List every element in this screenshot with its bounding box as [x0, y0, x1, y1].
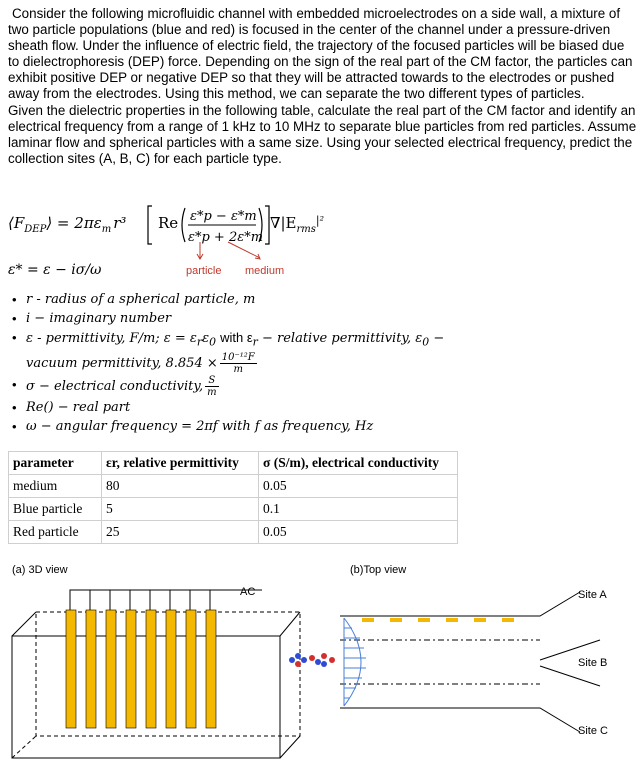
- variable-definitions: [12, 290, 452, 436]
- electrode: [418, 618, 430, 622]
- caption-3d-view: (a) 3D view: [12, 564, 68, 576]
- formula-annotation-arrows: [160, 240, 310, 272]
- site-c-label: Site C: [578, 725, 608, 737]
- electrode: [66, 610, 76, 728]
- electrode: [446, 618, 458, 622]
- table-cell: medium: [9, 475, 102, 498]
- intro-paragraph-1: Consider the following microfluidic channel with embedded microelectrodes on a side wall, a mixture of two particle populations (blue and red) is focused in the center of the channel under a pressure-driven sheath flow. Under the influence of electric field, the trajectory of the focused particles will be biased due to dielectrophoresis (DEP) force. Depending on the sign of the real part of the CM factor, the particles can exhibit positive DEP or negative DEP so that they will be attracted towards to the electrodes or pushed away from the electrodes. Using this method, we can separate the two different types of particles.: [8, 6, 633, 102]
- table-cell: Blue particle: [9, 498, 102, 521]
- table-cell: 0.05: [259, 521, 458, 544]
- red-particle: [329, 657, 335, 663]
- medium-label: medium: [245, 265, 285, 277]
- electrode: [390, 618, 402, 622]
- blue-particle: [289, 657, 295, 663]
- list-item: • r - radius of a spherical particle, m: [12, 292, 256, 307]
- table-header: εr, relative permittivity: [102, 452, 259, 475]
- intro-paragraph-2: Given the dielectric properties in the following table, calculate the real part of the CM factor and identify an electrical frequency from a range of 1 kHz to 10 MHz to separate blue particles from red particles. Assume laminar flow and spherical particles with a same size. Using your selected electrical frequency, predict the collection sites (A, B, C) for each particle type.: [8, 102, 637, 166]
- table-cell: 25: [102, 521, 259, 544]
- particle-label: particle: [186, 265, 222, 277]
- electrode: [146, 610, 156, 728]
- blue-particle: [321, 661, 327, 667]
- electrode: [126, 610, 136, 728]
- particle-cluster: [289, 653, 335, 667]
- table-cell: 0.05: [259, 475, 458, 498]
- red-particle: [321, 653, 327, 659]
- list-item: • σ − electrical conductivity, $\frac{S}{m}$: [12, 374, 217, 398]
- blue-particle: [301, 657, 307, 663]
- electrode: [474, 618, 486, 622]
- table-cell: 5: [102, 498, 259, 521]
- ac-label: AC: [240, 586, 256, 598]
- list-item: • i − imaginary number: [12, 311, 172, 326]
- electrode: [166, 610, 176, 728]
- table-header: σ (S/m), electrical conductivity: [259, 452, 458, 475]
- complex-permittivity-definition: ε* = ε − iσ/ω: [8, 262, 102, 278]
- parameter-table: [8, 451, 458, 544]
- formula-numerator: ε*p − ε*m: [190, 209, 257, 224]
- list-item: • ω − angular frequency = 2πf with f as frequency, Hz: [12, 418, 374, 434]
- list-item: vacuum permittivity, 8.854 × $\frac{\text{10⁻¹²F}}{m}$: [26, 351, 255, 375]
- site-a-label: Site A: [578, 589, 607, 601]
- electrode: [362, 618, 374, 622]
- formula-gradient: $\nabla|E_{rms}^{|^2}$: [270, 214, 325, 235]
- electrode: [206, 610, 216, 728]
- electrode: [86, 610, 96, 728]
- channel-figure: [0, 560, 644, 764]
- table-row: [9, 498, 458, 521]
- electrode: [186, 610, 196, 728]
- blue-particle: [295, 653, 301, 659]
- flow-profile: [344, 618, 366, 706]
- electrodes: [66, 610, 216, 728]
- table-header-row: [9, 452, 458, 475]
- site-b-label: Site B: [578, 657, 608, 669]
- electrode: [106, 610, 116, 728]
- table-cell: 80: [102, 475, 259, 498]
- red-particle: [309, 655, 315, 661]
- list-item: • Re() − real part: [12, 399, 131, 415]
- formula-re: Re: [158, 214, 179, 232]
- blue-particle: [315, 659, 321, 665]
- table-row: [9, 475, 458, 498]
- electrode: [502, 618, 514, 622]
- formula-lhs: $⟨F_{DEP}⟩ = 2\pi\varepsilon_m$ r³: [8, 214, 127, 235]
- top-electrodes: [362, 618, 514, 622]
- list-item: • ε - permittivity, F/m; $\varepsilon = \varepsilon_r\varepsilon_0$ with $\varepsilon_r$ − relative permittivity, $\varepsilon_0$ −: [12, 330, 445, 349]
- formula-denominator: ε*p + 2ε*m: [188, 230, 264, 245]
- table-cell: Red particle: [9, 521, 102, 544]
- red-particle: [295, 661, 301, 667]
- table-row: [9, 521, 458, 544]
- problem-statement: [8, 6, 638, 167]
- channel-top-view: [340, 592, 600, 732]
- caption-top-view: (b)Top view: [350, 564, 407, 576]
- table-header: parameter: [9, 452, 102, 475]
- table-cell: 0.1: [259, 498, 458, 521]
